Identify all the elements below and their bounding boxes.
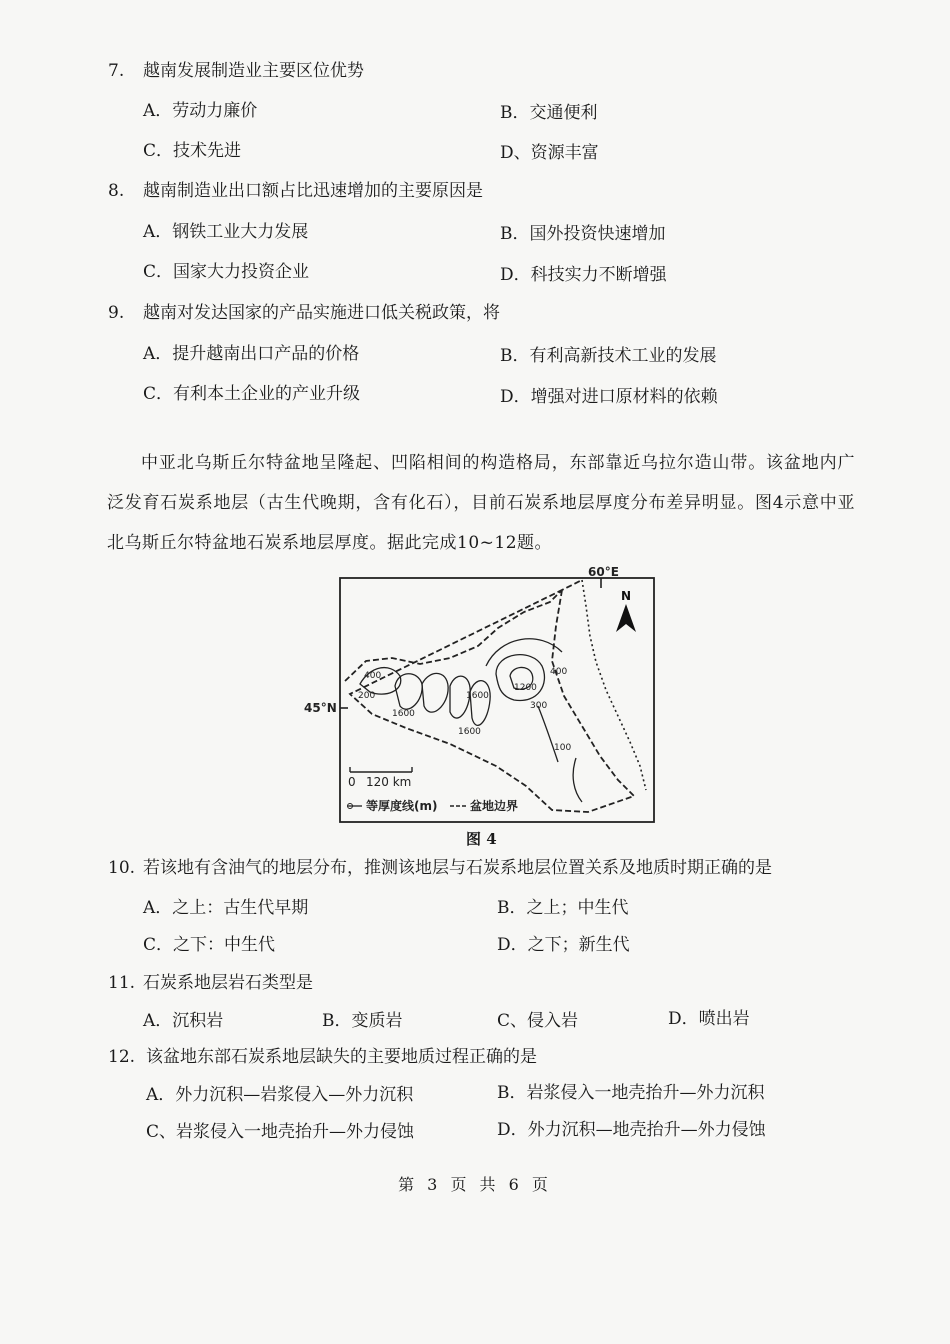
q9-stem: 越南对发达国家的产品实施进口低关税政策，将 xyxy=(143,303,500,323)
figure-4-map xyxy=(300,566,670,828)
figure-caption: 图 4 xyxy=(466,830,497,848)
east-boundary-dotted xyxy=(582,580,646,790)
q12-number: 12. xyxy=(108,1047,136,1067)
reading-passage xyxy=(107,443,855,563)
lat-label: 45°N xyxy=(304,701,337,715)
contour-label: 100 xyxy=(554,743,572,753)
contour-label: 300 xyxy=(530,701,548,711)
q9-option-c: C．有利本土企业的产业升级 xyxy=(143,384,361,404)
q12-option-d: D．外力沉积—地壳抬升—外力侵蚀 xyxy=(497,1120,766,1140)
contour-label: 1600 xyxy=(466,691,489,701)
q8-option-a: A．钢铁工业大力发展 xyxy=(143,222,309,242)
q7-stem: 越南发展制造业主要区位优势 xyxy=(143,61,364,81)
q10-option-c: C．之下：中生代 xyxy=(143,935,276,955)
q8-number: 8. xyxy=(108,181,125,201)
q12-stem: 该盆地东部石炭系地层缺失的主要地质过程正确的是 xyxy=(146,1047,537,1067)
contour-label: 1200 xyxy=(514,683,537,693)
q7-number: 7. xyxy=(108,61,125,81)
q10-option-d: D．之下；新生代 xyxy=(497,935,630,955)
q12-option-b: B．岩浆侵入一地壳抬升—外力沉积 xyxy=(497,1083,765,1103)
scale-label: 120 km xyxy=(366,775,412,789)
q10-option-a: A．之上：古生代早期 xyxy=(143,898,309,918)
q7-option-a: A．劳动力廉价 xyxy=(143,101,258,121)
contour-label: 1600 xyxy=(392,709,415,719)
north-label: N xyxy=(621,589,632,603)
contour-labels xyxy=(358,667,571,753)
q8-option-b: B．国外投资快速增加 xyxy=(500,224,666,244)
q7-option-c: C．技术先进 xyxy=(143,141,242,161)
q9-option-d: D．增强对进口原材料的依赖 xyxy=(500,387,718,407)
north-arrow xyxy=(616,589,636,632)
q7-option-b: B．交通便利 xyxy=(500,103,598,123)
q8-option-c: C．国家大力投资企业 xyxy=(143,262,310,282)
passage-text: 中亚北乌斯丘尔特盆地呈隆起、凹陷相间的构造格局，东部靠近乌拉尔造山带。该盆地内广泛发育石炭系地层（古生代晚期，含有化石），目前石炭系地层厚度分布差异明显。图4示意中亚北乌斯丘尔特盆地石炭系地层厚度。据此完成10~12题。 xyxy=(107,453,855,553)
q11-stem: 石炭系地层岩石类型是 xyxy=(143,973,313,993)
contour-label: 1600 xyxy=(458,727,481,737)
q9-option-b: B．有利高新技术工业的发展 xyxy=(500,346,717,366)
q11-option-d: D．喷出岩 xyxy=(668,1009,750,1029)
contour-label: 400 xyxy=(364,671,382,681)
page-footer: 第 3 页 共 6 页 xyxy=(398,1175,552,1194)
q9-number: 9. xyxy=(108,303,125,323)
legend-boundary-label: 盆地边界 xyxy=(470,799,519,813)
legend-contour-label: 等厚度线(m) xyxy=(366,799,438,813)
q10-stem: 若该地有含油气的地层分布，推测该地层与石炭系地层位置关系及地质时期正确的是 xyxy=(143,858,772,878)
scale-zero: 0 xyxy=(348,775,356,789)
q12-option-c: C、岩浆侵入一地壳抬升—外力侵蚀 xyxy=(146,1122,415,1142)
q11-option-b: B．变质岩 xyxy=(322,1011,403,1031)
q11-number: 11. xyxy=(108,973,136,993)
q11-option-a: A．沉积岩 xyxy=(143,1011,224,1031)
contour-label: 200 xyxy=(358,691,376,701)
lon-label: 60°E xyxy=(588,566,619,579)
q11-option-c: C、侵入岩 xyxy=(497,1011,579,1031)
q9-option-a: A．提升越南出口产品的价格 xyxy=(143,344,360,364)
q8-option-d: D．科技实力不断增强 xyxy=(500,265,667,285)
q7-option-d: D、资源丰富 xyxy=(500,143,599,163)
q8-stem: 越南制造业出口额占比迅速增加的主要原因是 xyxy=(143,181,483,201)
scale-bar xyxy=(348,767,412,789)
q10-number: 10. xyxy=(108,858,136,878)
q10-option-b: B．之上；中生代 xyxy=(497,898,629,918)
q12-option-a: A．外力沉积—岩浆侵入—外力沉积 xyxy=(146,1085,414,1105)
contour-label: 400 xyxy=(550,667,568,677)
map-legend xyxy=(348,798,519,813)
